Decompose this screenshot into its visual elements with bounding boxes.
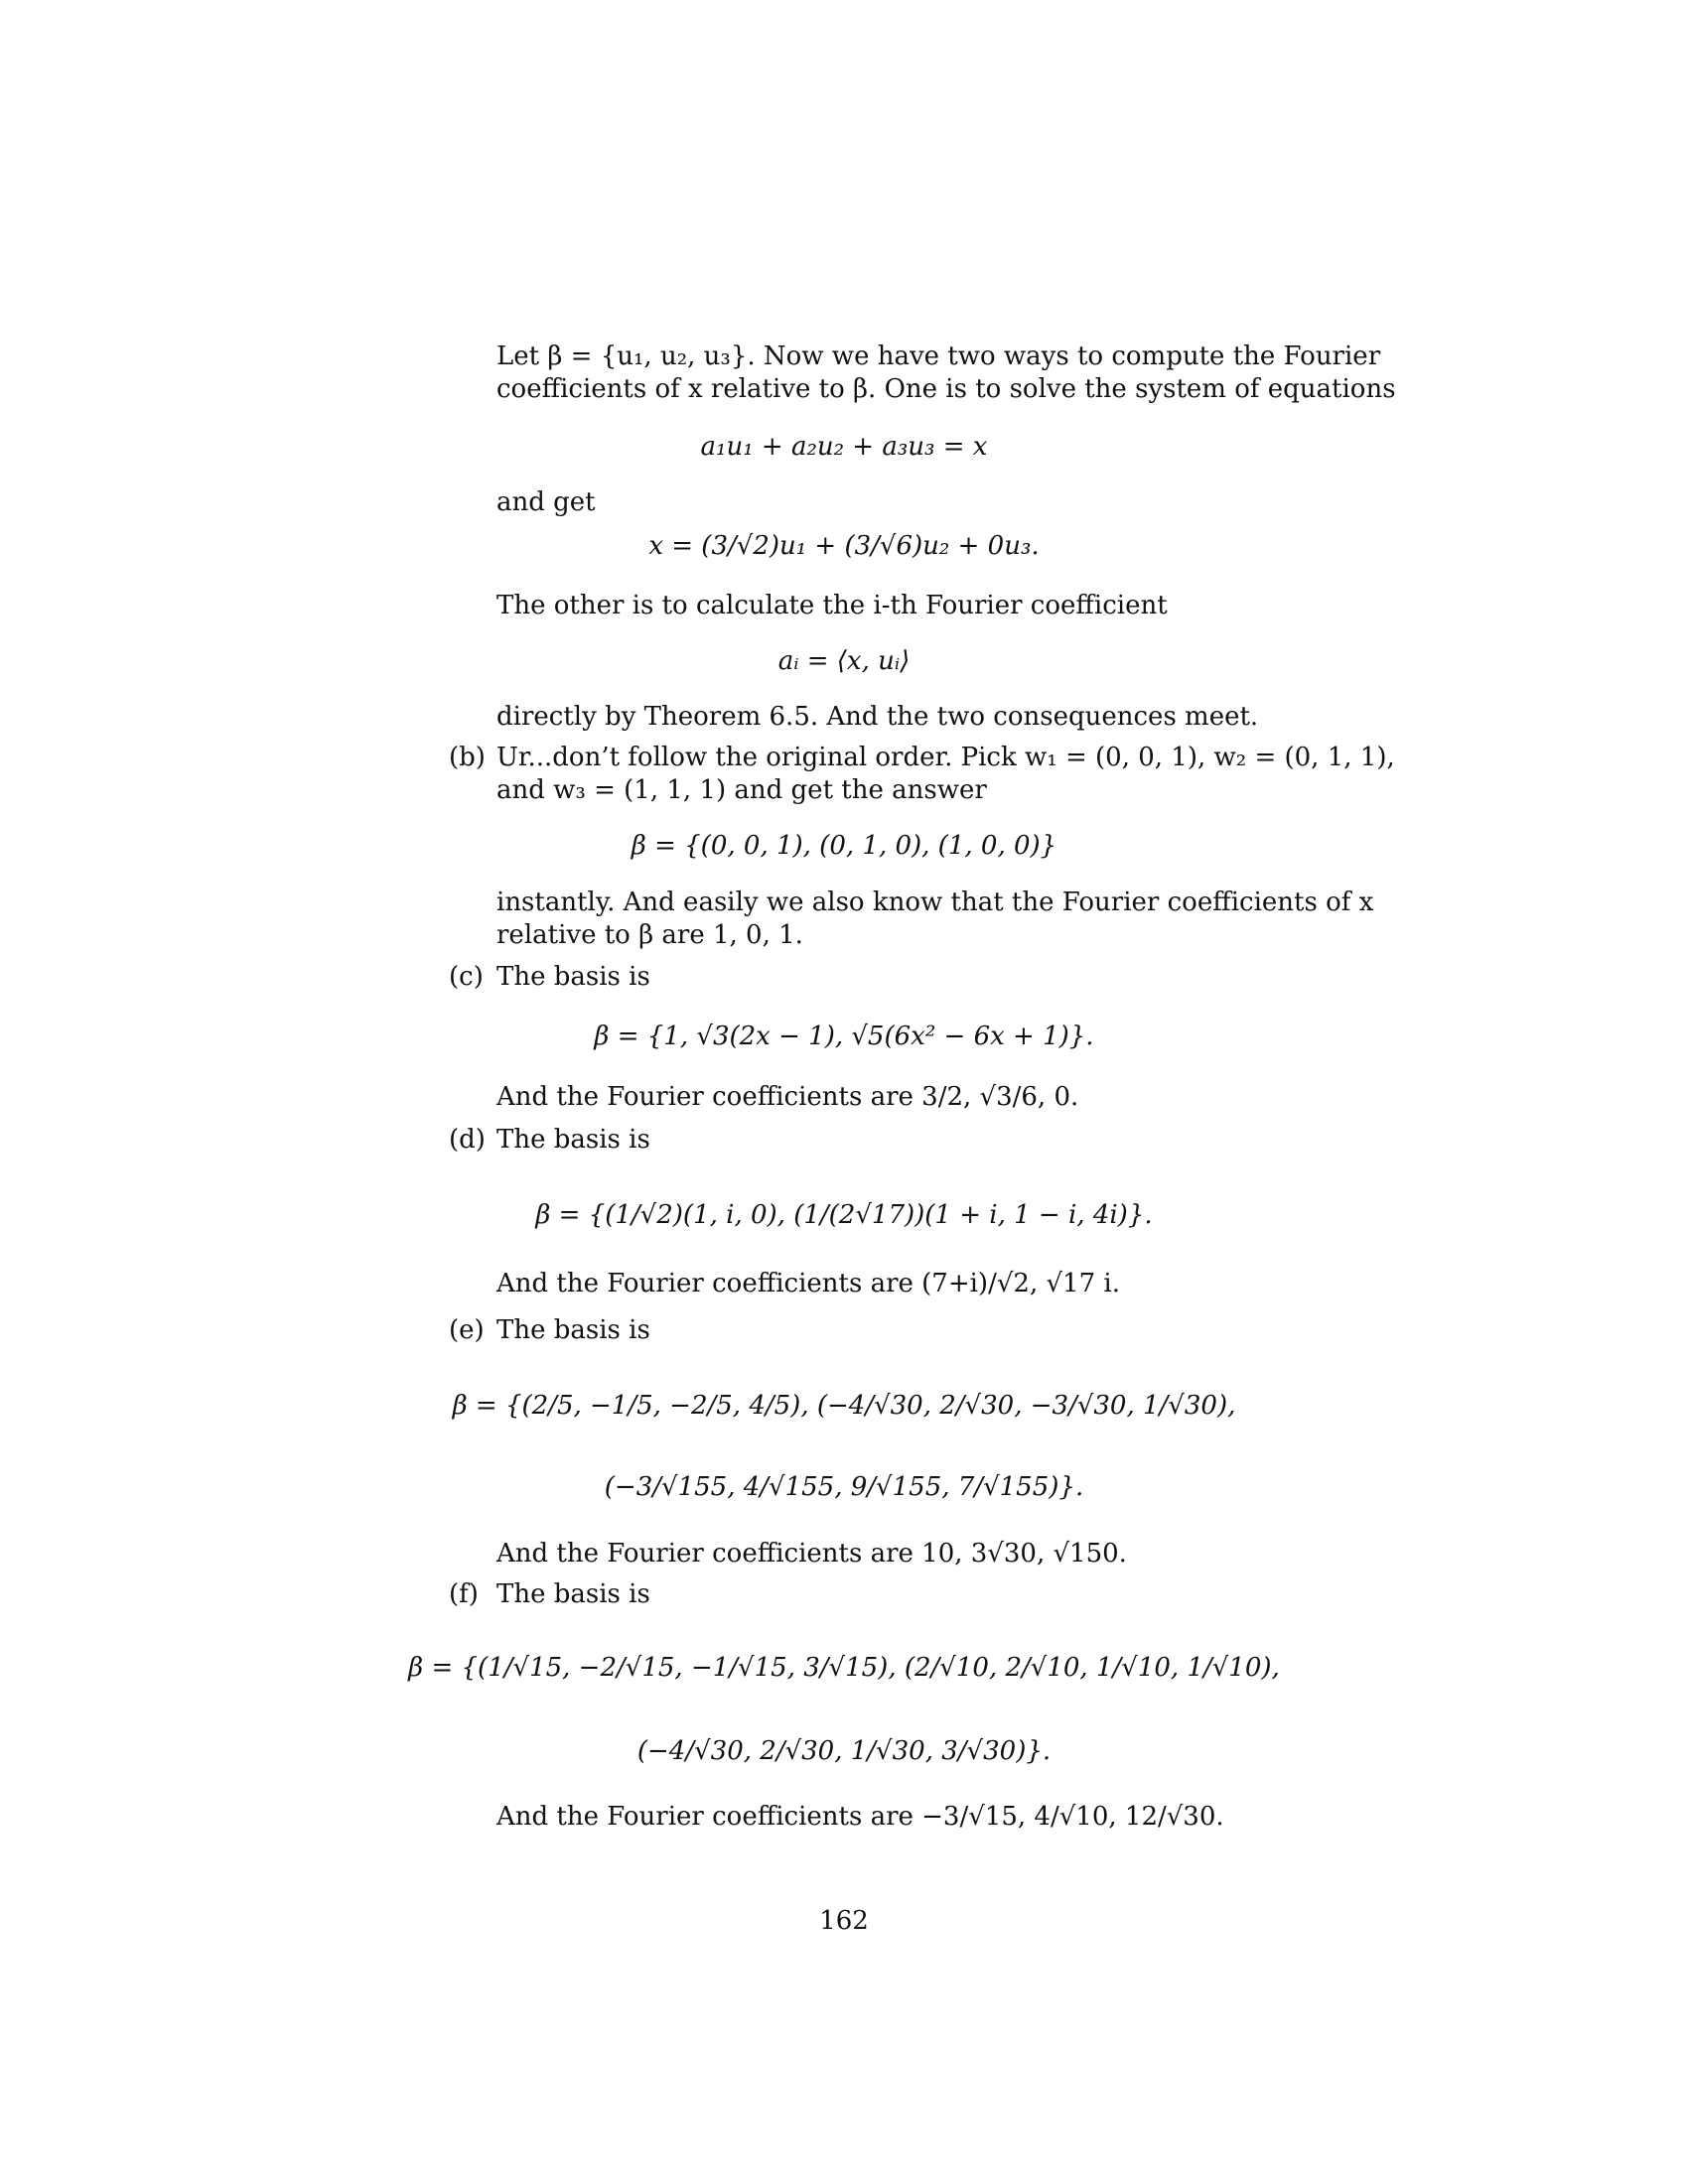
item-c-equation: β = {1, √3(2x − 1), √5(6x² − 6x + 1)}. — [594, 1022, 1094, 1051]
para-a-line1: Let β = {u₁, u₂, u₃}. Now we have two ways to compute the Fourier — [496, 341, 1381, 371]
page-number: 162 — [819, 1906, 869, 1936]
directly-text: directly by Theorem 6.5. And the two consequences meet. — [496, 702, 1259, 732]
item-e-intro: The basis is — [496, 1315, 650, 1345]
item-c-coefficients: And the Fourier coefficients are 3/2, √3/6, 0. — [496, 1082, 1079, 1112]
item-e-equation-line1: β = {(2/5, −1/5, −2/5, 4/5), (−4/√30, 2/√30, −3/√30, 1/√30), — [452, 1391, 1236, 1421]
item-d-intro: The basis is — [496, 1125, 650, 1155]
item-b-line3: instantly. And easily we also know that the Fourier coefficients of x — [496, 887, 1374, 917]
item-b-equation: β = {(0, 0, 1), (0, 1, 0), (1, 0, 0)} — [631, 831, 1057, 861]
item-f-equation-line2: (−4/√30, 2/√30, 1/√30, 3/√30)}. — [636, 1736, 1052, 1766]
item-b-line4: relative to β are 1, 0, 1. — [496, 920, 803, 950]
other-method-text: The other is to calculate the i-th Fourier coefficient — [496, 591, 1168, 620]
equation-fourier-coefficient: aᵢ = ⟨x, uᵢ⟩ — [777, 646, 911, 676]
item-b-line1: Ur...don’t follow the original order. Pick w₁ = (0, 0, 1), w₂ = (0, 1, 1), — [496, 743, 1395, 772]
equation-x-expansion: x = (3/√2)u₁ + (3/√6)u₂ + 0u₃. — [648, 531, 1040, 561]
item-f-equation-line1: β = {(1/√15, −2/√15, −1/√15, 3/√15), (2/√10, 2/√10, 1/√10, 1/√10), — [408, 1653, 1280, 1683]
item-e-coefficients: And the Fourier coefficients are 10, 3√30, √150. — [496, 1539, 1127, 1569]
item-f-intro: The basis is — [496, 1579, 650, 1609]
item-f-label: (f) — [449, 1579, 479, 1609]
para-a-line2: coefficients of x relative to β. One is to solve the system of equations — [496, 374, 1396, 404]
item-c-label: (c) — [449, 962, 484, 992]
item-f-coefficients: And the Fourier coefficients are −3/√15, 4/√10, 12/√30. — [496, 1802, 1224, 1832]
item-d-equation: β = {(1/√2)(1, i, 0), (1/(2√17))(1 + i, 1 − i, 4i)}. — [535, 1200, 1153, 1230]
item-d-label: (d) — [449, 1125, 486, 1155]
item-e-equation-line2: (−3/√155, 4/√155, 9/√155, 7/√155)}. — [604, 1472, 1084, 1502]
equation-system: a₁u₁ + a₂u₂ + a₃u₃ = x — [700, 432, 988, 462]
item-c-intro: The basis is — [496, 962, 650, 992]
item-b-line2: and w₃ = (1, 1, 1) and get the answer — [496, 775, 987, 805]
item-d-coefficients: And the Fourier coefficients are (7+i)/√2, √17 i. — [496, 1269, 1120, 1298]
and-get-text: and get — [496, 487, 596, 517]
item-b-label: (b) — [449, 743, 486, 772]
item-e-label: (e) — [449, 1315, 485, 1345]
